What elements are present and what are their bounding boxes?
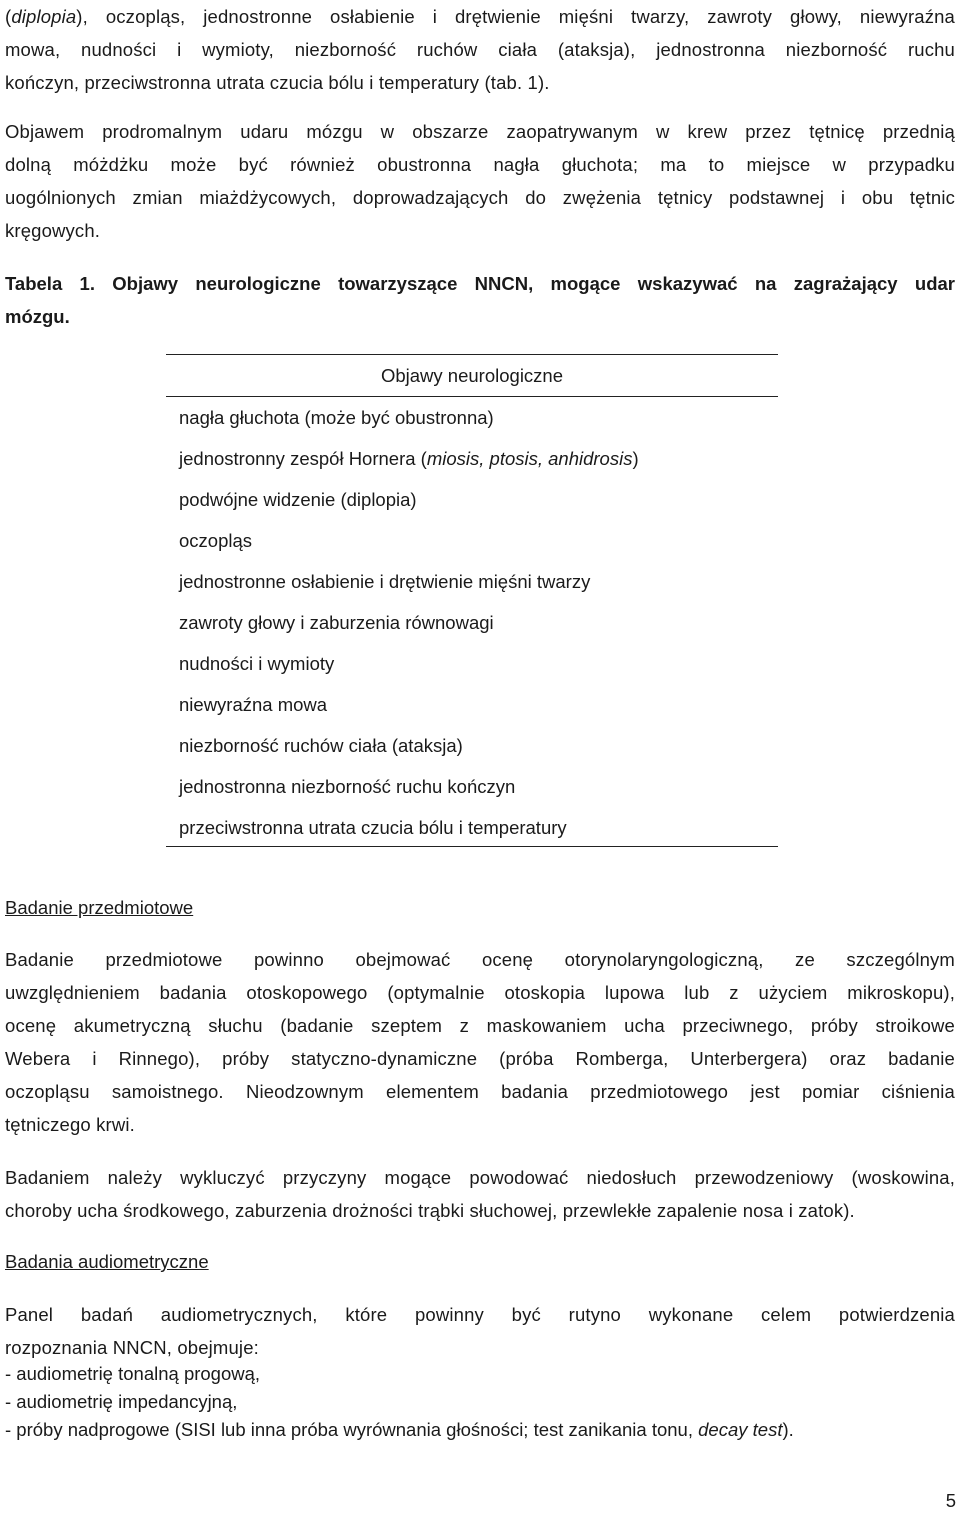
table-row: przeciwstronna utrata czucia bólu i temperatury [179,817,567,838]
table-top-rule [166,354,778,355]
table-row: nagła głuchota (może być obustronna) [179,407,494,428]
text-fragment: - próby nadprogowe (SISI lub inna próba wyrównania głośności; test zanikania tonu, [5,1419,699,1440]
audiometry-list [5,1360,794,1444]
table-row: jednostronna niezborność ruchu kończyn [179,776,516,797]
text-line: ocenę akumetryczną słuchu (badanie szeptem z maskowaniem ucha przeciwnego, próby stroikowe [5,1015,955,1036]
italic-term: diplopia [11,6,77,27]
text-line: uwzględnieniem badania otoskopowego (optymalnie otoskopia lupowa lub z użyciem mikroskopu), [5,982,955,1003]
text-fragment: ), oczopląs, jednostronne osłabienie i drętwienie mięśni twarzy, zawroty głowy, niewyraźna [76,6,955,27]
table-row: jednostronne osłabienie i drętwienie mięśni twarzy [179,571,591,592]
text-line: kończyn, przeciwstronna utrata czucia bólu i temperatury (tab. 1). [5,72,550,93]
table-row: niewyraźna mowa [179,694,328,715]
italic-term: decay test [698,1419,783,1440]
text-line: oczopląsu samoistnego. Nieodzownym elementem badania przedmiotowego jest pomiar ciśnienia [5,1081,955,1102]
paragraph-prodromal-symptom [5,115,955,247]
section-heading-physical-exam: Badanie przedmiotowe [5,897,194,918]
list-item: - audiometrię impedancyjną, [5,1391,238,1412]
text-line: rozpoznania NNCN, obejmuje: [5,1337,259,1358]
table-row: zawroty głowy i zaburzenia równowagi [179,612,494,633]
table-header: Objawy neurologiczne [380,365,564,386]
italic-term: miosis, ptosis, anhidrosis [426,448,633,469]
text-line: Panel badań audiometrycznych, które powinny być rutyno wykonane celem potwierdzenia [5,1304,955,1325]
page-number: 5 [945,1490,956,1511]
text-fragment: ) [632,448,639,469]
text-line: kręgowych. [5,220,101,241]
table-caption [5,267,955,333]
text-line: Objawem prodromalnym udaru mózgu w obszarze zaopatrywanym w krew przez tętnicę przednią [5,121,955,142]
text-fragment: jednostronny zespół Hornera ( [179,448,427,469]
table-bottom-rule [166,846,778,847]
text-line: Badanie przedmiotowe powinno obejmować ocenę otorynolaryngologiczną, ze szczególnym [5,949,955,970]
caption-line: mózgu. [5,306,70,327]
text-fragment: ). [782,1419,794,1440]
section-heading-audiometry: Badania audiometryczne [5,1251,209,1272]
text-line: choroby ucha środkowego, zaburzenia drożności trąbki słuchowej, przewlekłe zapalenie nosa i zatok). [5,1200,855,1221]
list-item [5,1416,794,1444]
text-line: Webera i Rinnego), próby statyczno-dynamiczne (próba Romberga, Unterbergera) oraz badanie [5,1048,955,1069]
paragraph-symptoms-continuation [5,0,955,99]
table-row: niezborność ruchów ciała (ataksja) [179,735,463,756]
table-row: oczopląs [179,530,253,551]
text-line: uogólnionych zmian miażdżycowych, doprowadzających do zwężenia tętnicy podstawnej i obu tętnic [5,187,955,208]
list-item: - audiometrię tonalną progową, [5,1363,261,1384]
text-line: Badaniem należy wykluczyć przyczyny mogące powodować niedosłuch przewodzeniowy (woskowina, [5,1167,955,1188]
paragraph-physical-exam [5,943,955,1141]
table-row: nudności i wymioty [179,653,335,674]
text-line: tętniczego krwi. [5,1114,135,1135]
caption-line: Tabela 1. Objawy neurologiczne towarzyszące NNCN, mogące wskazywać na zagrażający udar [5,273,955,294]
text-line: mowa, nudności i wymioty, niezborność ruchów ciała (ataksja), jednostronna niezborność ruchu [5,39,955,60]
text-line [5,0,955,33]
table-row [179,445,639,473]
text-fragment: ( [5,6,12,27]
text-line: dolną móżdżku może być również obustronna nagła głuchota; ma to miejsce w przypadku [5,154,955,175]
paragraph-exclusion [5,1161,955,1227]
table-header-rule [166,396,778,397]
paragraph-audiometry-intro [5,1298,955,1364]
table-row: podwójne widzenie (diplopia) [179,489,417,510]
